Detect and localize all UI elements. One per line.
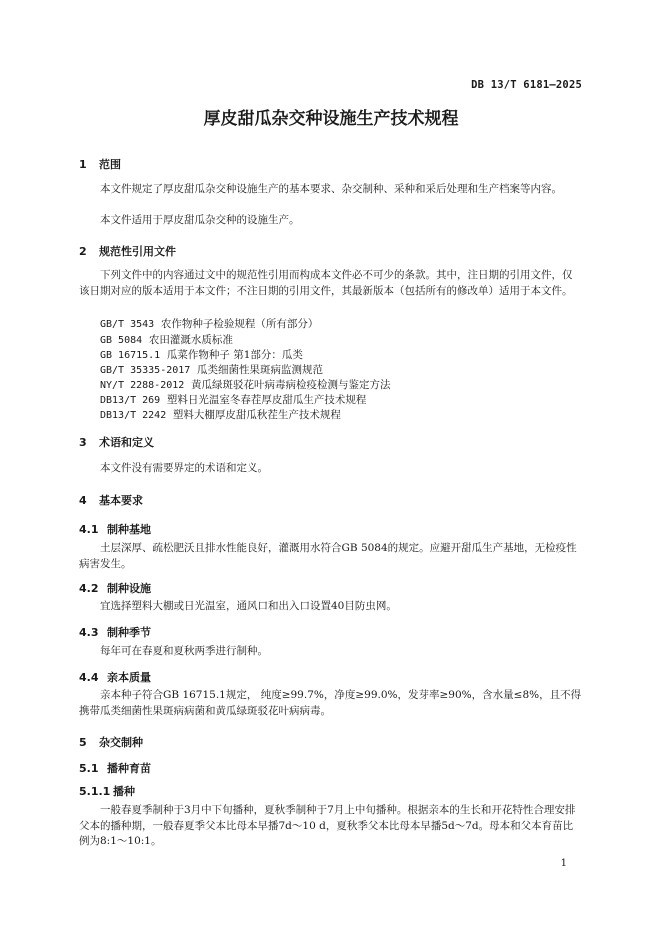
section-heading-1: [79, 156, 121, 172]
paragraph: 土层深厚、疏松肥沃且排水性能良好，灌溉用水符合GB 5084的规定。应避开甜瓜生产基地，无检疫性病害发生。: [79, 542, 577, 570]
reference-item: [100, 407, 341, 422]
reference-code: DB13/T 2242: [100, 410, 167, 421]
paragraph: 亲本种子符合GB 16715.1规定， 纯度≥99.7%，净度≥99.0%，发芽率≥90%，含水量≤8%，且不得携带瓜类细菌性果斑病病菌和黄瓜绿斑驳花叶病病毒。: [79, 689, 582, 717]
standard-code: DB 13/T 6181—2025: [471, 79, 582, 91]
subsection-heading-5-1-1: [79, 783, 135, 799]
section-heading-5: [79, 734, 143, 750]
reference-item: [100, 392, 366, 407]
subsection-heading-5-1: [79, 760, 151, 776]
reference-title: 瓜类细菌性果斑病监测规范: [197, 364, 323, 376]
subsection-number: 4.3: [79, 626, 99, 639]
subsection-title: 制种季节: [107, 626, 151, 639]
section-heading-3: [79, 434, 154, 450]
subsection-number: 5.1.1: [79, 785, 111, 798]
section-title: 规范性引用文件: [99, 245, 176, 258]
reference-item: [100, 362, 323, 377]
reference-code: GB/T 35335-2017: [100, 365, 191, 376]
subsection-title: 亲本质量: [107, 671, 151, 684]
reference-title: 塑料大棚厚皮甜瓜秋茬生产技术规程: [172, 409, 341, 421]
paragraph: 每年可在春夏和夏秋两季进行制种。: [100, 645, 268, 657]
subsection-title: 播种育苗: [107, 762, 151, 775]
reference-item: [100, 377, 390, 392]
section-heading-2: [79, 243, 176, 259]
reference-code: GB 5084: [100, 335, 143, 346]
section-title: 基本要求: [99, 494, 143, 507]
paragraph: 本文件规定了厚皮甜瓜杂交种设施生产的基本要求、杂交制种、采种和采后处理和生产档案等内容。: [100, 183, 562, 195]
section-heading-4: [79, 492, 143, 508]
subsection-heading-4-3: [79, 624, 151, 640]
reference-title: 农田灌溉水质标准: [148, 334, 233, 346]
section-title: 杂交制种: [99, 736, 143, 749]
reference-item: [100, 316, 318, 331]
reference-title: 塑料日光温室冬春茬厚皮甜瓜生产技术规程: [166, 394, 367, 406]
section-number: 4: [79, 494, 87, 507]
subsection-heading-4-1: [79, 521, 151, 537]
paragraph: 本文件没有需要界定的术语和定义。: [100, 462, 268, 474]
subsection-heading-4-2: [79, 580, 151, 596]
reference-item: [100, 347, 303, 362]
reference-code: DB13/T 269: [100, 395, 161, 406]
reference-title: 农作物种子检验规程（所有部分）: [160, 318, 319, 330]
paragraph: 一般春夏季制种于3月中下旬播种，夏秋季制种于7月上中旬播种。根据亲本的生长和开花特性合理安排父本的播种期，一般春夏季父本比母本早播7d～10 d，夏秋季父本比母本早播5d～7d。母本和父本育苗比例为8:1～10:1。: [79, 804, 576, 847]
reference-title: 黄瓜绿斑驳花叶病毒病检疫检测与鉴定方法: [190, 379, 391, 391]
section-number: 3: [79, 436, 87, 449]
subsection-number: 4.4: [79, 671, 99, 684]
reference-code: GB/T 3543: [100, 319, 155, 330]
paragraph: 本文件适用于厚皮甜瓜杂交种的设施生产。: [100, 214, 300, 226]
section-title: 范围: [99, 158, 121, 171]
document-title: 厚皮甜瓜杂交种设施生产技术规程: [203, 109, 459, 129]
section-title: 术语和定义: [99, 436, 154, 449]
paragraph: 下列文件中的内容通过文中的规范性引用而构成本文件必不可少的条款。其中，注日期的引用文件，仅该日期对应的版本适用于本文件；不注日期的引用文件，其最新版本（包括所有的修改单）适用于本文件。: [79, 269, 573, 297]
section-number: 1: [79, 158, 87, 171]
reference-code: GB 16715.1: [100, 350, 161, 361]
paragraph: 宜选择塑料大棚或日光温室，通风口和出入口设置40目防虫网。: [100, 600, 397, 612]
subsection-heading-4-4: [79, 669, 151, 685]
subsection-title: 制种基地: [107, 523, 151, 536]
subsection-title: 播种: [113, 785, 135, 798]
section-number: 5: [79, 736, 87, 749]
subsection-title: 制种设施: [107, 582, 151, 595]
reference-item: [100, 332, 233, 347]
subsection-number: 4.2: [79, 582, 99, 595]
reference-code: NY/T 2288-2012: [100, 380, 185, 391]
page-number: 1: [560, 858, 567, 869]
subsection-number: 4.1: [79, 523, 99, 536]
reference-title: 瓜菜作物种子 第1部分：瓜类: [166, 349, 303, 361]
section-number: 2: [79, 245, 87, 258]
subsection-number: 5.1: [79, 762, 99, 775]
